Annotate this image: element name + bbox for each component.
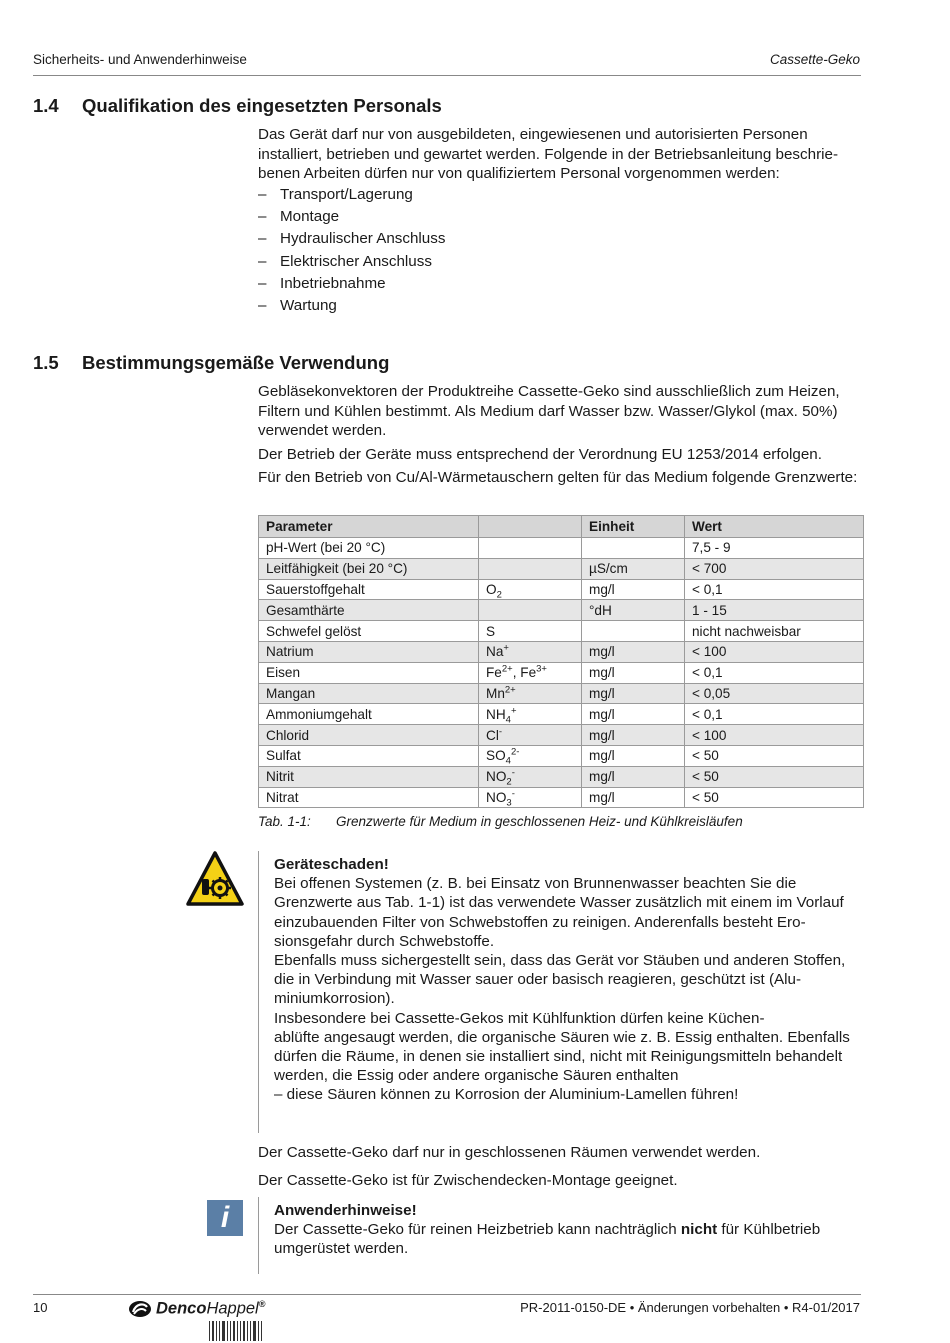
table-cell: < 50 (685, 787, 864, 808)
formula-cell: $NO_3^-$ (479, 787, 582, 808)
table-cell: Chlorid (259, 725, 479, 746)
table-cell (582, 621, 685, 642)
info-sidebar-line (258, 1197, 259, 1274)
section-1-4-intro: Das Gerät darf nur von ausgebildeten, eingewiesenen und autorisierten Personen installiert, betrieben und gewartet werden. Folgende in der Betriebsanleitung beschriebenen Arbeiten dürfen nur von qualifiziertem Personal vorgenommen werden: (258, 126, 839, 182)
table-cell: °dH (582, 600, 685, 621)
table-cell: nicht nachweisbar (685, 621, 864, 642)
table-cell: mg/l (582, 745, 685, 766)
table-row (259, 766, 864, 787)
section-heading-1-4 (33, 95, 633, 119)
table-cell: mg/l (582, 579, 685, 600)
table-cell: Natrium (259, 641, 479, 662)
formula-cell: $Fe^{2+}$, $Fe^{3+}$ (479, 662, 582, 683)
list-item: – Wartung (258, 296, 337, 314)
table-row (259, 662, 864, 683)
page-number: 10 (33, 1300, 48, 1315)
table-row (259, 787, 864, 808)
column-header: Wert (685, 516, 864, 538)
table-cell: 1 - 15 (685, 600, 864, 621)
section-title: Qualifikation des eingesetzten Personals (82, 95, 442, 116)
warning-paragraph: Insbesondere bei Cassette-Gekos mit Kühlfunktion dürfen keine Küchen- (274, 1009, 765, 1027)
column-header: Einheit (582, 516, 685, 538)
table-cell: mg/l (582, 766, 685, 787)
section-1-5-body (258, 382, 863, 492)
table-cell: Eisen (259, 662, 479, 683)
table-row (259, 745, 864, 766)
warning-paragraph: Bei offenen Systemen (z. B. bei Einsatz von Brunnenwasser beachten Sie die Grenzwerte aus Tab. 1-1) ist das verwendete Wasser zusätzlich mit einem im Vorlauf einzubauenden Filter von Schwebstoffen zu reinigen. Anderenfalls besteht Erosionsgefahr durch Schwebstoffe. (274, 875, 844, 950)
table-cell: mg/l (582, 683, 685, 704)
warning-paragraph: Ebenfalls muss sichergestellt sein, dass das Gerät vor Stäuben und anderen Stoffen, die in Verbindung mit Wasser sauer oder basisch reagieren, geschützt ist (Aluminiumkorrosion). (274, 952, 846, 1008)
formula-cell: Na+ (479, 641, 582, 662)
list-item: – Montage (258, 208, 340, 226)
warning-sidebar-line (258, 851, 259, 1133)
table-cell: < 100 (685, 725, 864, 746)
document-reference: PR-2011-0150-DE • Änderungen vorbehalten • R4-01/2017 (520, 1300, 860, 1315)
table-cell: < 100 (685, 641, 864, 662)
info-text: Der Cassette-Geko für reinen Heizbetrieb kann nachträglich nicht für Kühlbetrieb umgerüstet werden. (274, 1221, 821, 1258)
table-cell: < 0,1 (685, 662, 864, 683)
formula-cell (479, 558, 582, 579)
table-cell: Schwefel gelöst (259, 621, 479, 642)
table-cell: Ammoniumgehalt (259, 704, 479, 725)
formula-cell: $O_2$ (479, 579, 582, 600)
running-header-left: Sicherheits- und Anwenderhinweise (33, 52, 247, 67)
table-cell: µS/cm (582, 558, 685, 579)
table-cell: Mangan (259, 683, 479, 704)
barcode-image (209, 1321, 264, 1341)
warning-note (274, 855, 864, 1105)
table-row (259, 704, 864, 725)
table-cell: Leitfähigkeit (bei 20 °C) (259, 558, 479, 579)
paragraph: Für den Betrieb von Cu/Al-Wärmetauschern gelten für das Medium folgende Grenzwerte: (258, 469, 858, 486)
logo-mark-icon (128, 1300, 152, 1318)
table-row (259, 621, 864, 642)
formula-cell: $Mn^{2+}$ (479, 683, 582, 704)
table-body (259, 538, 864, 808)
list-item: – Hydraulischer Anschluss (258, 230, 446, 248)
table-row (259, 558, 864, 579)
qualified-tasks-list (258, 185, 445, 318)
caption-label: Tab. 1-1: (258, 814, 311, 829)
table-cell (582, 538, 685, 559)
limit-values-table (258, 515, 864, 808)
dencohappel-logo (128, 1299, 265, 1319)
logo-text-denco: Denco (156, 1299, 207, 1318)
info-icon: i (207, 1200, 243, 1236)
table-cell: pH-Wert (bei 20 °C) (259, 538, 479, 559)
table-caption (258, 814, 743, 829)
column-header: Parameter (259, 516, 479, 538)
table-cell: Gesamthärte (259, 600, 479, 621)
table-cell: Sulfat (259, 745, 479, 766)
table-cell: < 0,1 (685, 704, 864, 725)
table-cell: Nitrit (259, 766, 479, 787)
warning-title: Geräteschaden! (274, 856, 389, 873)
usage-text (258, 1143, 863, 1194)
table-header-row (259, 516, 864, 538)
table-cell: mg/l (582, 704, 685, 725)
list-item: – Transport/Lagerung (258, 186, 413, 203)
table-row (259, 683, 864, 704)
header-divider (33, 75, 861, 76)
table-cell: mg/l (582, 725, 685, 746)
paragraph: Der Cassette-Geko darf nur in geschlossenen Räumen verwendet werden. (258, 1144, 761, 1161)
info-note (274, 1201, 864, 1259)
table-cell: mg/l (582, 662, 685, 683)
table-row (259, 641, 864, 662)
footer-divider (33, 1294, 861, 1295)
formula-cell: $NH_4^+$ (479, 704, 582, 725)
table-cell: < 50 (685, 766, 864, 787)
table-cell: < 0,1 (685, 579, 864, 600)
table-cell: mg/l (582, 641, 685, 662)
table-cell: mg/l (582, 787, 685, 808)
caption-text: Grenzwerte für Medium in geschlossenen Heiz- und Kühlkreisläufen (336, 814, 743, 829)
table-cell: < 50 (685, 745, 864, 766)
warning-paragraph: ablüfte angesaugt werden, die organische Säuren wie z. B. Essig enthalten. Ebenfalls dürfen die Räume, in denen sie installiert sind, nicht mit Reinigungsmitteln behandelt werden, die Essig oder andere organische Säuren enthalten (274, 1028, 850, 1085)
logo-text-happel: Happel (206, 1299, 259, 1318)
svg-text:!: ! (204, 883, 209, 898)
paragraph: Gebläsekonvektoren der Produktreihe Cassette-Geko sind ausschließlich zum Heizen, Filtern und Kühlen bestimmt. Als Medium darf Wasser bzw. Wasser/Glykol (max. 50%) verwendet werden. (258, 383, 840, 439)
section-heading-1-5 (33, 352, 633, 376)
formula-cell: $NO_2^-$ (479, 766, 582, 787)
table-row (259, 579, 864, 600)
paragraph: Der Betrieb der Geräte muss entsprechend der Verordnung EU 1253/2014 erfolgen. (258, 445, 822, 463)
list-item: – Inbetriebnahme (258, 274, 386, 292)
table-cell: Sauerstoffgehalt (259, 579, 479, 600)
table-cell: 7,5 - 9 (685, 538, 864, 559)
formula-cell: Cl- (479, 725, 582, 746)
column-header (479, 516, 582, 538)
section-number: 1.5 (33, 352, 59, 373)
formula-cell: S (479, 621, 582, 642)
section-title: Bestimmungsgemäße Verwendung (82, 352, 390, 373)
warning-device-damage-icon (186, 851, 244, 907)
table-row (259, 600, 864, 621)
formula-cell (479, 538, 582, 559)
formula-cell: $SO_4^{2-}$ (479, 745, 582, 766)
table-row (259, 725, 864, 746)
section-number: 1.4 (33, 95, 59, 116)
logo-registered: ® (258, 1299, 266, 1309)
formula-cell (479, 600, 582, 621)
running-header-right: Cassette-Geko (769, 52, 860, 67)
paragraph: Der Cassette-Geko ist für Zwischendecken-Montage geeignet. (258, 1171, 678, 1189)
info-title: Anwenderhinweise! (274, 1202, 417, 1219)
list-item: – Elektrischer Anschluss (258, 252, 432, 270)
table-cell: < 700 (685, 558, 864, 579)
table-row (259, 538, 864, 559)
table-cell: Nitrat (259, 787, 479, 808)
warning-paragraph: – diese Säuren können zu Korrosion der Aluminium-Lamellen führen! (274, 1086, 739, 1104)
table-cell: < 0,05 (685, 683, 864, 704)
